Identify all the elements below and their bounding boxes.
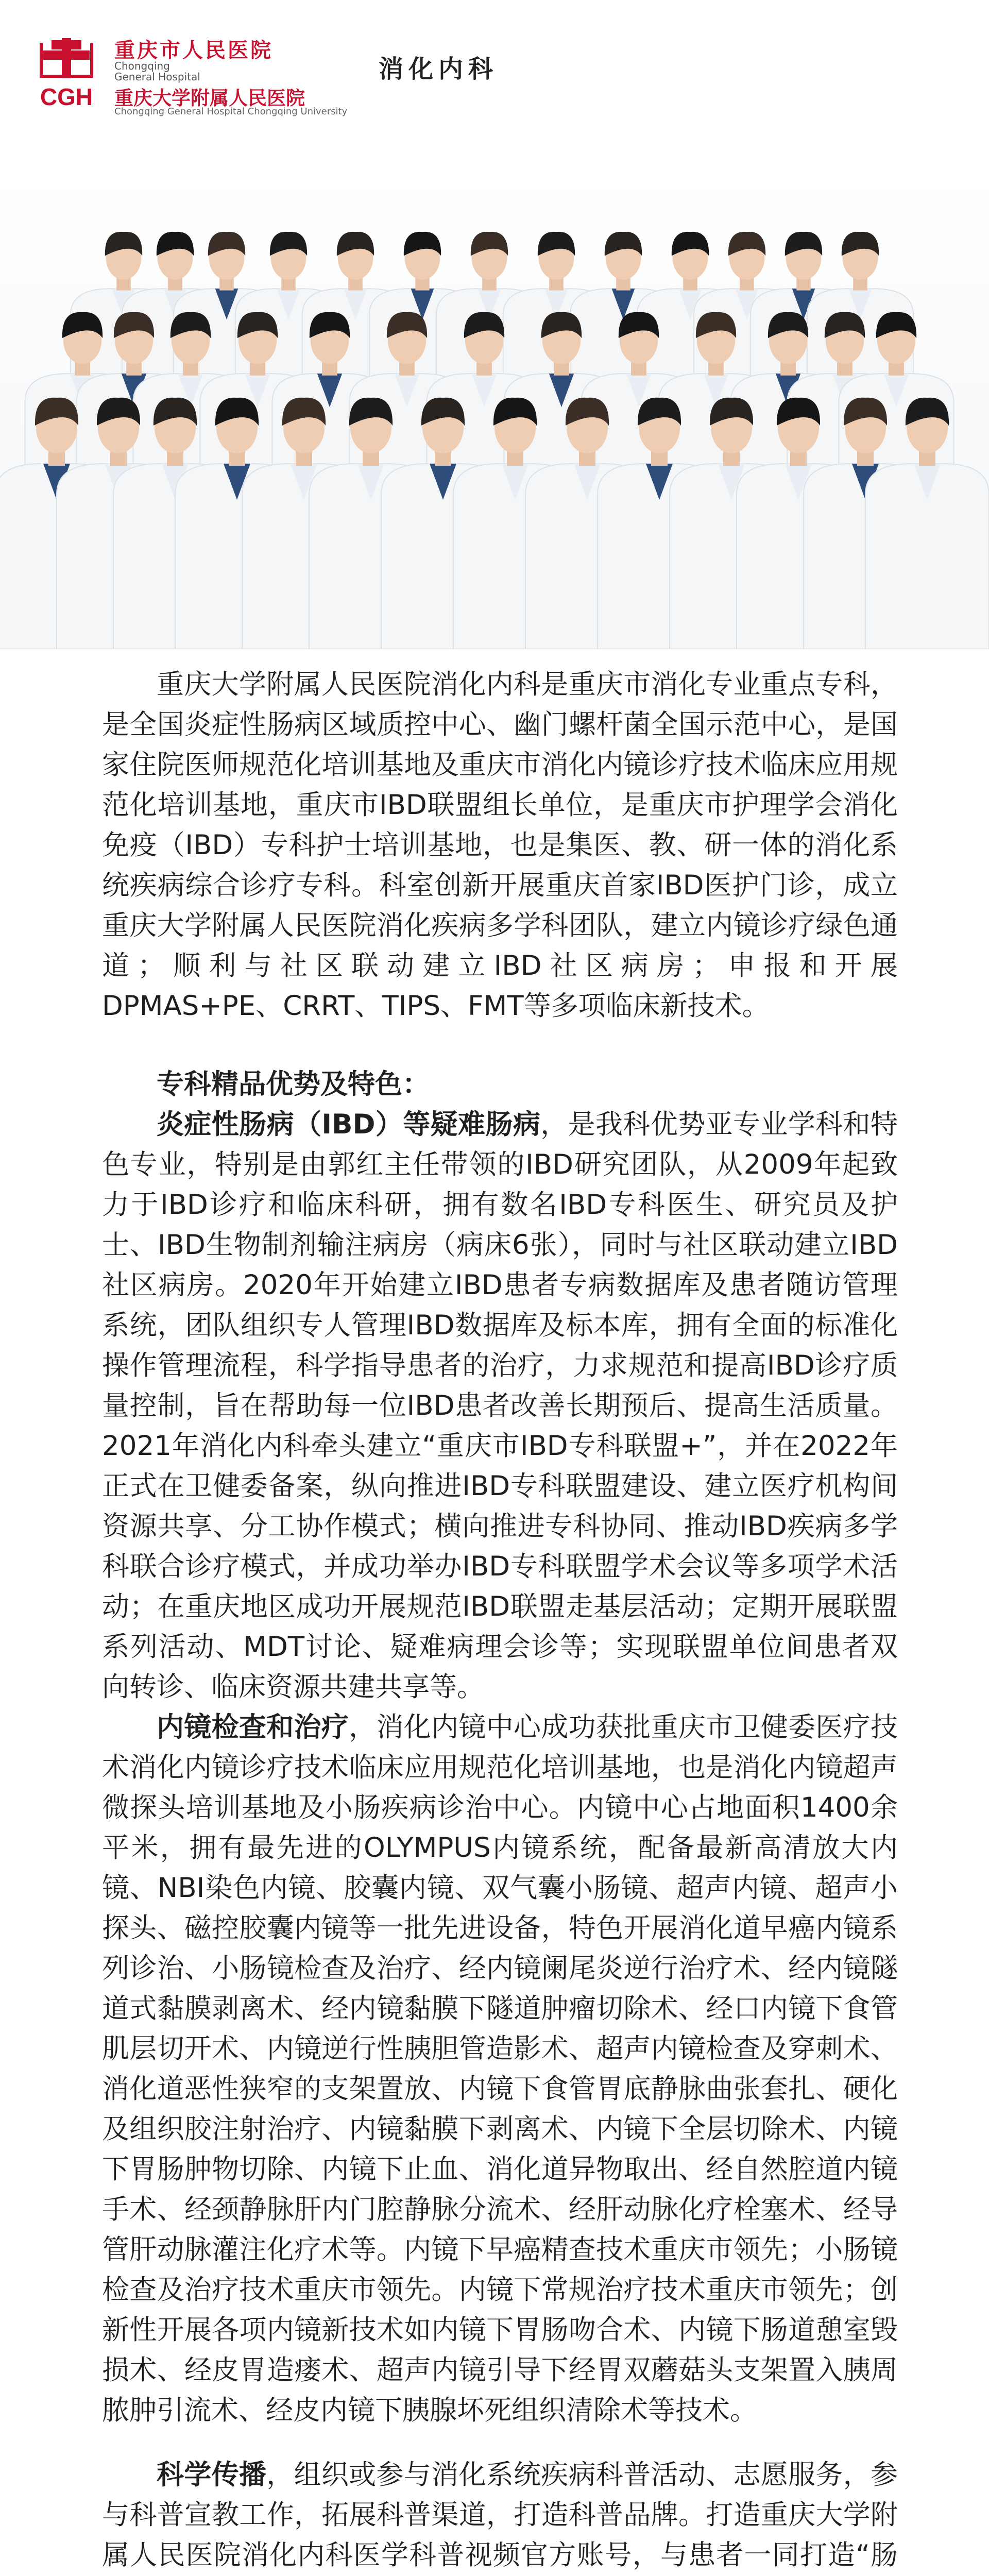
hospital-logo [36, 38, 97, 113]
features-heading: 专科精品优势及特色： [157, 1069, 430, 1100]
intro-paragraph: 重庆大学附属人民医院消化内科是重庆市消化专业重点专科，是全国炎症性肠病区域质控中心、幽门螺杆菌全国示范中心，是国家住院医师规范化培训基地及重庆市消化内镜诊疗技术临床应用规范化培训基地，重庆市IBD联盟组长单位，是重庆市护理学会消化免疫（IBD）专科护士培训基地，也是集医、教、研一体的消化系统疾病综合诊疗专科。科室创新开展重庆首家IBD医护门诊，成立重庆大学附属人民医院消化疾病多学科团队，建立内镜诊疗绿色通道；顺利与社区联动建立IBD社区病房；申报和开展DPMAS+PE、CRRT、TIPS、FMT等多项临床新技术。 [102, 669, 898, 1022]
hospital-name-en-2: General Hospital [114, 71, 200, 83]
logo-initials: CGH [40, 83, 93, 110]
hospital-name-en-1: Chongqing [114, 60, 170, 72]
ibd-text: ，是我科优势亚专业学科和特色专业，特别是由郭红主任带领的IBD研究团队，从2009年起致力于IBD诊疗和临床科研，拥有数名IBD专科医生、研究员及护士、IBD生物制剂输注病房（病床6张），同时与社区联动建立IBD社区病房。2020年开始建立IBD患者专病数据库及患者随访管理系统，团队组织专人管理IBD数据库及标本库，拥有全面的标准化操作管理流程，科学指导患者的治疗，力求规范和提高IBD诊疗质量控制，旨在帮助每一位IBD患者改善长期预后、提高生活质量。2021年消化内科牵头建立“重庆市IBD专科联盟+”，并在2022年正式在卫健委备案，纵向推进IBD专科联盟建设、建立医疗机构间资源共享、分工协作模式；横向推进专科协同、推动IBD疾病多学科联合诊疗模式，并成功举办IBD专科联盟学术会议等多项学术活动；在重庆地区成功开展规范IBD联盟走基层活动；定期开展联盟系列活动、MDT讨论、疑难病理会诊等；实现联盟单位间患者双向转诊、临床资源共建共享等。 [102, 1109, 898, 1703]
department-title: 消化内科 [379, 55, 499, 83]
university-hospital-en: Chongqing General Hospital Chongqing University [114, 106, 348, 117]
university-hospital-cn: 重庆大学附属人民医院 [114, 87, 305, 109]
science-title: 科学传播 [157, 2459, 267, 2490]
science-section [102, 2455, 898, 2576]
intro-section [102, 665, 898, 1026]
science-text: ，组织或参与消化系统疾病科普活动、志愿服务，参与科普宣教工作，拓展科普渠道，打造科普品牌。打造重庆大学附属人民医院消化内科医学科普视频官方账号，与患者一同打造“肠 [102, 2459, 898, 2571]
features-section [102, 1064, 898, 2431]
header [0, 0, 989, 170]
endoscopy-title: 内镜检查和治疗 [157, 1711, 349, 1743]
team-photo [0, 170, 989, 649]
hospital-name-cn: 重庆市人民医院 [114, 38, 273, 62]
ibd-title: 炎症性肠病（IBD）等疑难肠病 [157, 1109, 541, 1140]
endoscopy-text: ，消化内镜中心成功获批重庆市卫健委医疗技术消化内镜诊疗技术临床应用规范化培训基地，也是消化内镜超声微探头培训基地及小肠疾病诊治中心。内镜中心占地面积1400余平米，拥有最先进的OLYMPUS内镜系统，配备最新高清放大内镜、NBI染色内镜、胶囊内镜、双气囊小肠镜、超声内镜、超声小探头、磁控胶囊内镜等一批先进设备，特色开展消化道早癌内镜系列诊治、小肠镜检查及治疗、经内镜阑尾炎逆行治疗术、经内镜隧道式黏膜剥离术、经内镜黏膜下隧道肿瘤切除术、经口内镜下食管肌层切开术、内镜逆行性胰胆管造影术、超声内镜检查及穿刺术、消化道恶性狭窄的支架置放、内镜下食管胃底静脉曲张套扎、硬化及组织胶注射治疗、内镜黏膜下剥离术、内镜下全层切除术、内镜下胃肠肿物切除、内镜下止血、消化道异物取出、经自然腔道内镜手术、经颈静脉肝内门腔静脉分流术、经肝动脉化疗栓塞术、经导管肝动脉灌注化疗术等。内镜下早癌精查技术重庆市领先；小肠镜检查及治疗技术重庆市领先。内镜下常规治疗技术重庆市领先；创新性开展各项内镜新技术如内镜下胃肠吻合术、内镜下肠道憩室毁损术、经皮胃造瘘术、超声内镜引导下经胃双蘑菇头支架置入胰周脓肿引流术、经皮内镜下胰腺坏死组织清除术等技术。 [102, 1711, 898, 2426]
